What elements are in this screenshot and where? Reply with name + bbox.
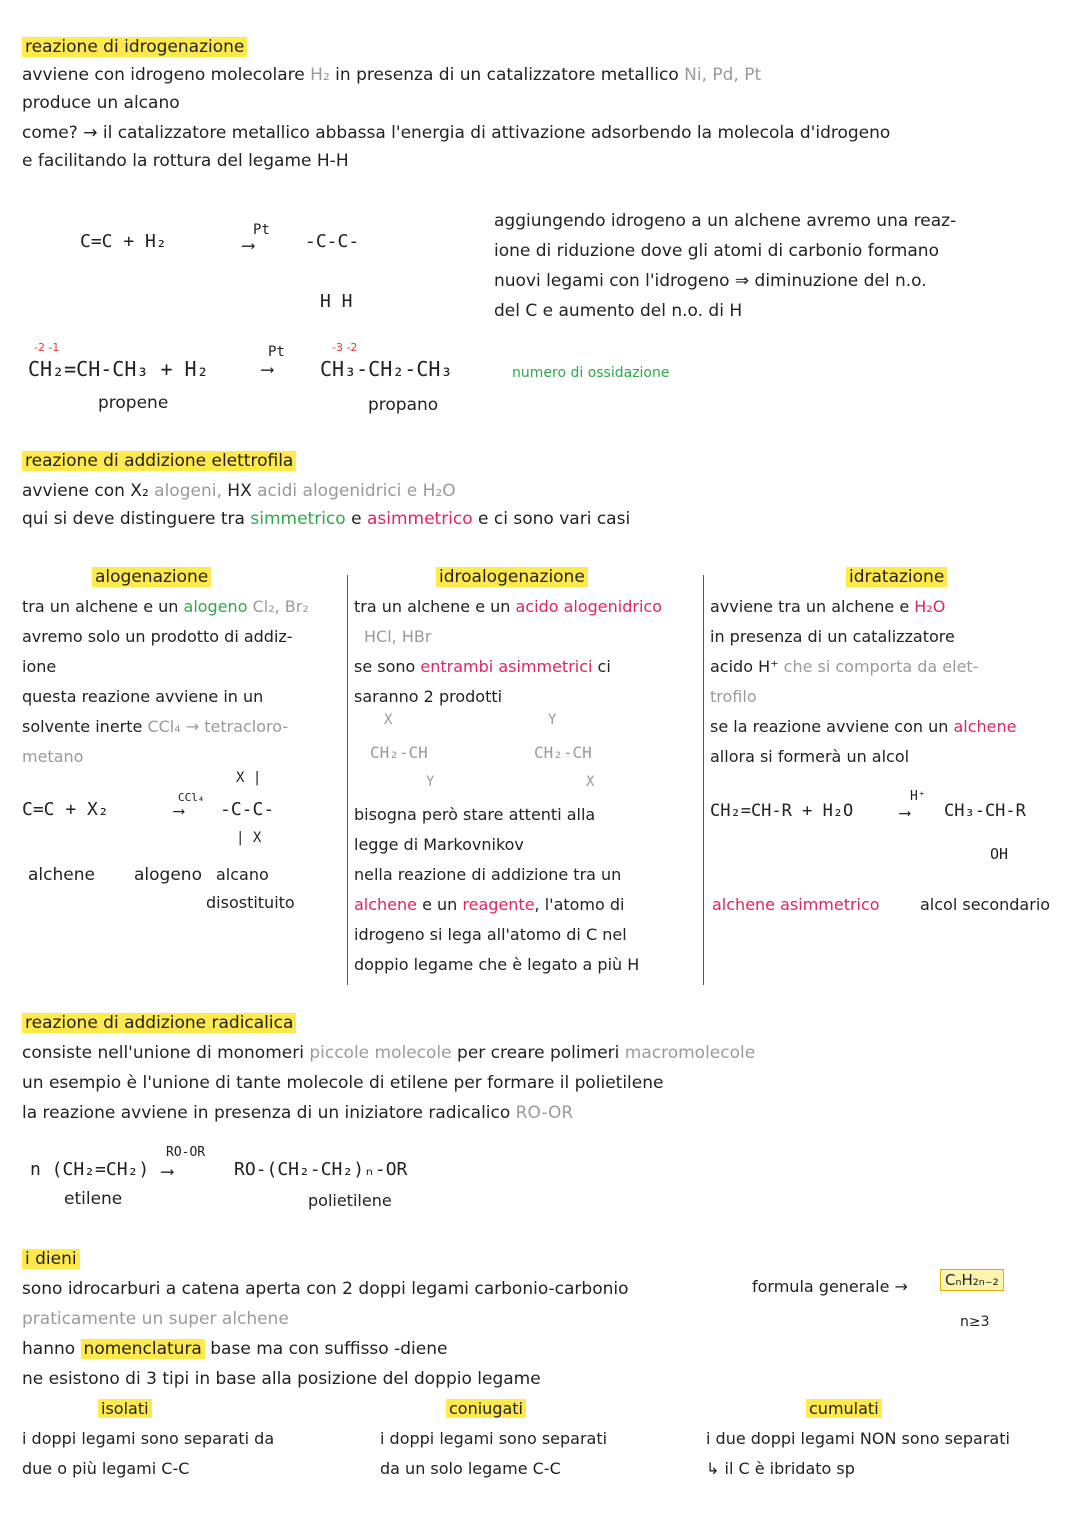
cumulati-line-1: i due doppi legami NON sono separati xyxy=(706,1429,1010,1448)
elettro-line-1: avviene con X₂ alogeni, HX acidi alogenidrici e H₂O xyxy=(22,481,456,501)
idrog-eq2-arrow: ⟶ xyxy=(262,359,273,380)
radic-eq-catalyst: RO-OR xyxy=(166,1145,206,1160)
col1-eq-top: X | xyxy=(236,770,262,786)
idrog-side-4: del C e aumento del n.o. di H xyxy=(494,301,743,321)
col3-eq-oh: OH xyxy=(990,845,1009,863)
idrog-eq-h: H H xyxy=(320,291,353,312)
col3-line-2: in presenza di un catalizzatore xyxy=(710,627,955,646)
col2-product1: CH₂-CH xyxy=(370,743,428,762)
type-title-cumulati: cumulati xyxy=(806,1400,882,1418)
type-title-coniugati: coniugati xyxy=(446,1400,526,1418)
col1-line-3: ione xyxy=(22,657,57,676)
col-title-alogenazione: alogenazione xyxy=(92,568,211,588)
col1-eq-bottom: | X xyxy=(236,830,262,846)
idrog-line-4: e facilitando la rottura del legame H-H xyxy=(22,151,349,171)
col1-eq-left: C=C + X₂ xyxy=(22,799,109,820)
formula-condition: n≥3 xyxy=(960,1314,990,1330)
idrog-side-1: aggiungendo idrogeno a un alchene avremo una reaz- xyxy=(494,211,957,231)
column-divider-2 xyxy=(703,575,704,985)
col1-label-alogeno: alogeno xyxy=(134,865,202,885)
idrog-side-2: ione di riduzione dove gli atomi di carbonio formano xyxy=(494,241,939,261)
formula-box: CₙH₂ₙ₋₂ xyxy=(940,1272,1004,1289)
dieni-line-1: sono idrocarburi a catena aperta con 2 doppi legami carbonio-carbonio xyxy=(22,1279,629,1299)
col1-line-1: tra un alchene e un alogeno Cl₂, Br₂ xyxy=(22,597,309,616)
col1-label-alcano: alcano xyxy=(216,865,269,884)
idrog-side-3: nuovi legami con l'idrogeno ⇒ diminuzione del n.o. xyxy=(494,271,927,291)
radic-eq-right: RO-(CH₂-CH₂)ₙ-OR xyxy=(234,1159,408,1180)
col1-line-2: avremo solo un prodotto di addiz- xyxy=(22,627,293,646)
dieni-line-2: praticamente un super alchene xyxy=(22,1309,289,1329)
idrog-line-1: avviene con idrogeno molecolare H₂ in presenza di un catalizzatore metallico Ni, Pd, Pt xyxy=(22,65,762,85)
label-propano: propano xyxy=(368,395,439,415)
col2-line-4: saranno 2 prodotti xyxy=(354,687,503,706)
idrog-ox-right: -3 -2 xyxy=(332,341,358,354)
idrog-eq2-catalyst: Pt xyxy=(268,344,285,360)
cumulati-line-2: ↳ il C è ibridato sp xyxy=(706,1459,855,1478)
col1-line-4: questa reazione avviene in un xyxy=(22,687,264,706)
section-title-radicalica: reazione di addizione radicalica xyxy=(22,1014,296,1034)
col1-eq-right: -C-C- xyxy=(220,799,275,820)
column-divider-1 xyxy=(347,575,348,985)
col1-label-alchene: alchene xyxy=(28,865,95,885)
col1-eq-catalyst: CCl₄ xyxy=(178,791,205,804)
col3-line-1: avviene tra un alchene e H₂O xyxy=(710,597,946,616)
label-propene: propene xyxy=(98,393,169,413)
radic-eq-left: n (CH₂=CH₂) xyxy=(30,1159,150,1180)
col2-line-8: alchene e un reagente, l'atomo di xyxy=(354,895,625,914)
col-title-idratazione: idratazione xyxy=(846,568,947,588)
col2-product2: CH₂-CH xyxy=(534,743,592,762)
idrog-line-2: produce un alcano xyxy=(22,93,180,113)
col3-eq-catalyst: H⁺ xyxy=(910,789,926,804)
col3-eq-arrow: ⟶ xyxy=(900,803,910,822)
idrog-eq2-right: CH₃-CH₂-CH₃ xyxy=(320,357,453,381)
radic-line-3: la reazione avviene in presenza di un iniziatore radicalico RO-OR xyxy=(22,1103,574,1123)
coniugati-line-2: da un solo legame C-C xyxy=(380,1459,561,1478)
col3-label-alchene-asimmetrico: alchene asimmetrico xyxy=(712,895,880,914)
idrog-eq-arrow: ⟶ xyxy=(243,235,254,256)
col3-eq-right: CH₃-CH-R xyxy=(944,801,1026,821)
idrog-eq-catalyst: Pt xyxy=(253,222,270,238)
section-title-elettrofila: reazione di addizione elettrofila xyxy=(22,452,296,472)
col2-line-7: nella reazione di addizione tra un xyxy=(354,865,622,884)
col2-product2-bottom: X xyxy=(586,774,595,790)
col2-line-6: legge di Markovnikov xyxy=(354,835,524,854)
label-etilene: etilene xyxy=(64,1189,123,1209)
col3-line-4: trofilo xyxy=(710,687,757,706)
idrog-eq2-left: CH₂=CH-CH₃ + H₂ xyxy=(28,357,209,381)
col1-line-5: solvente inerte CCl₄ → tetracloro- xyxy=(22,717,289,736)
radic-line-2: un esempio è l'unione di tante molecole di etilene per formare il polietilene xyxy=(22,1073,664,1093)
coniugati-line-1: i doppi legami sono separati xyxy=(380,1429,608,1448)
dieni-line-3: hanno nomenclatura base ma con suffisso -diene xyxy=(22,1339,448,1359)
isolati-line-1: i doppi legami sono separati da xyxy=(22,1429,275,1448)
col1-label-disostituito: disostituito xyxy=(206,893,295,912)
col2-line-10: doppio legame che è legato a più H xyxy=(354,955,640,974)
col3-line-5: se la reazione avviene con un alchene xyxy=(710,717,1017,736)
radic-line-1: consiste nell'unione di monomeri piccole molecole per creare polimeri macromolecole xyxy=(22,1043,756,1063)
idrog-ox-left: -2 -1 xyxy=(34,341,60,354)
radic-eq-arrow: ⟶ xyxy=(162,1161,173,1182)
col2-line-9: idrogeno si lega all'atomo di C nel xyxy=(354,925,627,944)
col3-line-6: allora si formerà un alcol xyxy=(710,747,910,766)
section-title-idrogenazione: reazione di idrogenazione xyxy=(22,38,247,58)
col3-label-alcol-secondario: alcol secondario xyxy=(920,895,1051,914)
col2-product1-bottom: Y xyxy=(426,774,435,790)
isolati-line-2: due o più legami C-C xyxy=(22,1459,190,1478)
idrog-ox-label: numero di ossidazione xyxy=(512,365,670,381)
col3-line-3: acido H⁺ che si comporta da elet- xyxy=(710,657,979,676)
formula-label: formula generale → xyxy=(752,1277,908,1296)
elettro-line-2: qui si deve distinguere tra simmetrico e asimmetrico e ci sono vari casi xyxy=(22,509,631,529)
col2-line-2: HCl, HBr xyxy=(364,627,432,646)
label-polietilene: polietilene xyxy=(308,1191,392,1210)
idrog-line-3: come? → il catalizzatore metallico abbassa l'energia di attivazione adsorbendo la molecola d'idrogeno xyxy=(22,123,891,143)
idrog-eq-right: -C-C- xyxy=(305,231,360,252)
col2-line-1: tra un alchene e un acido alogenidrico xyxy=(354,597,662,616)
col1-line-6: metano xyxy=(22,747,84,766)
col2-product1-top: X xyxy=(384,712,393,728)
dieni-line-4: ne esistono di 3 tipi in base alla posizione del doppio legame xyxy=(22,1369,541,1389)
col3-eq-left: CH₂=CH-R + H₂O xyxy=(710,801,854,821)
col-title-idroalogenazione: idroalogenazione xyxy=(436,568,588,588)
type-title-isolati: isolati xyxy=(98,1400,152,1418)
idrog-eq-left: C=C + H₂ xyxy=(80,231,167,252)
col2-line-3: se sono entrambi asimmetrici ci xyxy=(354,657,611,676)
col2-product2-top: Y xyxy=(548,712,557,728)
section-title-dieni: i dieni xyxy=(22,1250,80,1270)
col1-eq-arrow: ⟶ xyxy=(174,801,184,820)
col2-line-5: bisogna però stare attenti alla xyxy=(354,805,596,824)
